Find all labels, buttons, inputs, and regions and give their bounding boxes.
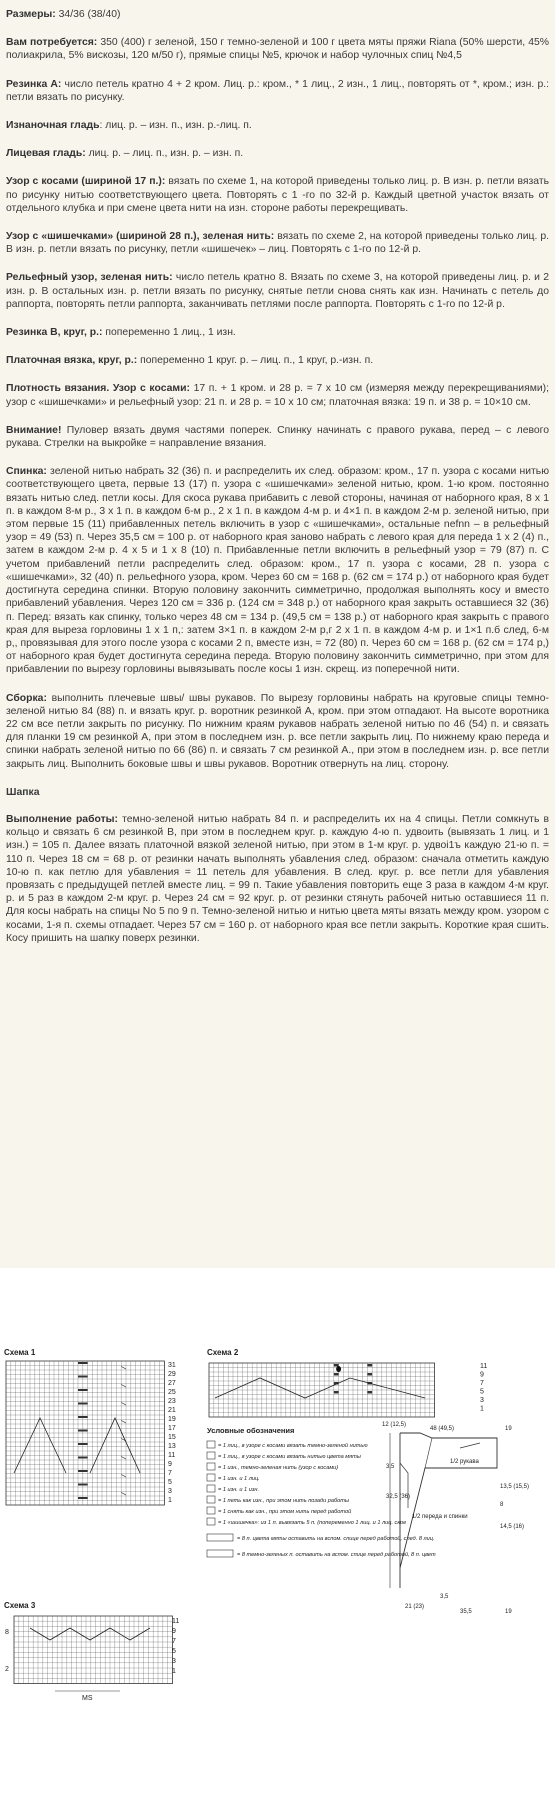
row-number: 19 (168, 1416, 176, 1423)
knitting-diagrams (0, 1268, 555, 1800)
paragraph (6, 175, 549, 215)
section-title-hat: Шапка (6, 786, 40, 798)
scheme2-title: Схема 2 (207, 1348, 239, 1357)
row-number: 3 (172, 1658, 176, 1665)
paragraph-label: Рельефный узор, зеленая нить: (6, 272, 173, 284)
pattern-label: 3,5 (440, 1594, 449, 1600)
legend-text: = 1 петь как изн., при этом нить позади работы (218, 1498, 349, 1504)
paragraph (6, 382, 549, 408)
pattern-labels (382, 1422, 529, 1615)
paragraph-label: Узор с «шишечками» (шириной 28 п.), зеленая нить: (6, 231, 275, 243)
pattern-label: 12 (12,5) (382, 1422, 407, 1428)
paragraph-label: Изнаночная гладь (6, 120, 100, 132)
row-number: 25 (168, 1389, 176, 1396)
pattern-label: 1/2 переда и спинки (412, 1514, 468, 1520)
row-number: 13 (168, 1443, 176, 1450)
row-number: 7 (172, 1638, 176, 1645)
paragraph-text: число петель кратно 4 + 2 кром. Лиц. р.: кром., * 1 лиц., 2 изн., 1 лиц., повторять от *, кром.; изн. р.: петли вязать по рисунку. (6, 78, 549, 103)
row-number: 11 (172, 1618, 180, 1625)
paragraph-text: число петель кратно 8. Вязать по схеме 3, на которой приведены лиц. р. и 2 изн. р. В остальных изн. р. петли вязать по рисунку, снятые петли снова снять как изн. Начинать с петель до раппорта, повторять петли раппорта, заканчивать петлями после раппорта. Повторять с 1-го по 12-й р. (6, 272, 549, 310)
legend-symbol (207, 1452, 215, 1459)
legend-text: = 1 лиц., в узоре с косами вязать нитью цвета мяты (218, 1454, 361, 1460)
row-number: 11 (480, 1363, 488, 1370)
paragraph-text: 17 п. + 1 кром. и 28 р. = 7 х 10 см (измеряя между перекрещиваниями); узор с «шишечками» и рельефный узор: 21 п. и 28 р. = 10 х 10 см; платочная вязка: 19 п. и 38 р. = 10×10 см. (6, 383, 550, 408)
scheme3-mark-2: 2 (5, 1666, 9, 1673)
row-number: 17 (168, 1425, 176, 1432)
legend-symbol (207, 1507, 215, 1514)
scheme3-row-numbers (172, 1618, 179, 1675)
paragraph (6, 36, 549, 62)
legend-symbol (207, 1463, 215, 1470)
legend-text: = 1 «шишечка»: из 1 п. вывязать 5 п. (попеременно 1 лиц. и 1 лиц. скре (218, 1520, 407, 1526)
legend-text: = 8 темно-зеленых п. оставить на вспом. спице перед работой, 8 п. цвет (237, 1552, 436, 1558)
scheme1-grid (6, 1361, 164, 1505)
row-number: 7 (480, 1380, 484, 1387)
pattern-label: 19 (505, 1426, 512, 1432)
row-number: 9 (172, 1628, 176, 1635)
paragraph-text: 350 (400) г зеленой, 150 г темно-зеленой и 100 г цвета мяты пряжи Riana (50% шерсти, 45% полиакрила, 5% вискозы, 120 м/50 г), прямые спицы №5, крючок и набор чулочных спиц №4,5 (6, 37, 549, 62)
pattern-label: 1/2 рукава (450, 1459, 479, 1465)
scheme2-grid (209, 1363, 435, 1417)
legend-title: Условные обозначения (207, 1426, 295, 1435)
paragraph-text: лиц. р. – лиц. п., изн. р. – изн. п. (85, 148, 244, 160)
paragraph-text: Пуловер вязать двумя частями поперек. Спинку начинать с правого рукава, перед – с левого рукава. Стрелки на выкройке = направление вязания. (6, 424, 549, 450)
sweater-pattern (390, 1433, 497, 1588)
legend-text: = 1 изн., темно-зеленая нить (узор с косами) (218, 1465, 339, 1471)
legend-symbol (207, 1441, 215, 1448)
pattern-label: 21 (23) (405, 1604, 425, 1610)
paragraph-text: попеременно 1 лиц., 1 изн. (102, 327, 236, 339)
paragraph-text: вязать по схеме 2, на которой приведены только лиц. р. В изн. р. петли вязать по рисунку, петли «шишечек» – лиц. Повторять с 1-го по 12-й р. (6, 231, 549, 256)
legend-text: = 1 снять как изн., при этом нить перед работой (218, 1509, 352, 1515)
paragraph (6, 230, 549, 256)
legend-symbol (207, 1496, 215, 1503)
paragraph (6, 8, 549, 21)
scheme3-title: Схема 3 (4, 1601, 36, 1610)
hat-instructions: Выполнение работы: темно-зеленой нитью набрать 84 п. и распределить их на 4 спицы. Петли сомкнуть в кольцо и связать 6 см резинкой В, при этом в последнем круг. р. каждую 4-ю п. удвоить (вывязать 1 лиц. и 1 изн.) = 105 п. Далее вязать платочной вязкой зеленой нитью, при этом в 1-м круг. р. удвоі1ъ каждую 21-ю п. = 110 п. Через 18 см = 68 р. от резинки начать выполнять убавления след. образом: сначала отметить каждую 10-ю п. как петлю для убавления = 11 петель для убавления. В след. круг. р. все петли для убавления провязать с предыдущей петлей вместе лиц. = 99 п. Такие убавления повторить еще 3 раза в каждом 4-м круг. р. и 5 раз в каждом 2-м круг. р. Через 24 см = 92 круг. р. от резинки стянуть рабочей нитью оставшиеся 11 п. Для косы набрать на спицы No 5 по 9 п. Темно-зеленой нитью и нитью цвета мяты вязать между кром. узором с косами, 1-я п. схемы отпадает. Через 57 см = 160 р. от наборного края все петли закрыть. Короткие края сшить. Косу пришить на шапку поверх резинки. (6, 813, 549, 944)
row-number: 1 (480, 1405, 484, 1413)
row-number: 5 (168, 1479, 172, 1486)
pattern-label: 19 (505, 1609, 512, 1615)
scheme1-row-numbers (168, 1362, 176, 1504)
paragraph (6, 354, 549, 367)
paragraph-label: Внимание! (6, 424, 62, 436)
row-number: 9 (168, 1461, 172, 1468)
paragraph-label: Резинка В, круг, р.: (6, 327, 103, 339)
paragraph-label: Лицевая гладь: (6, 148, 86, 160)
paragraph (6, 326, 549, 339)
paragraph (6, 147, 549, 160)
pattern-label: 3,5 (386, 1464, 395, 1470)
legend-symbol (207, 1518, 215, 1525)
row-number: 27 (168, 1380, 176, 1387)
paragraph-label: Спинка: (6, 466, 47, 478)
row-number: 11 (168, 1452, 176, 1459)
legend-text: = 1 изн. и 1 изн. (218, 1487, 260, 1493)
paragraph-label: Узор с косами (шириной 17 п.): (6, 176, 166, 188)
paragraph (6, 78, 549, 104)
row-number: 23 (168, 1398, 176, 1405)
row-number: 5 (172, 1648, 176, 1655)
row-number: 15 (168, 1434, 176, 1441)
legend-text: = 1 лиц., в узоре с косами вязать темно-зеленой нитью (218, 1443, 368, 1449)
row-number: 5 (480, 1388, 484, 1396)
paragraph-label: Вам потребуется: (6, 37, 98, 49)
paragraph-label: Сборка: (6, 692, 47, 704)
legend-text: = 8 п. цвета мяты оставить на вспом. спице перед работой, след. 8 лиц. (237, 1536, 435, 1542)
row-number: 3 (480, 1397, 484, 1404)
legend-symbol (207, 1485, 215, 1492)
pattern-label: 48 (49,5) (430, 1426, 455, 1432)
paragraph (6, 465, 549, 676)
paragraph-text: 34/36 (38/40) (55, 9, 121, 20)
pattern-label: 8 (500, 1502, 504, 1508)
row-number: 7 (168, 1470, 172, 1477)
pattern-label: 35,5 (460, 1609, 472, 1615)
paragraph (6, 424, 549, 450)
legend-symbol (207, 1474, 215, 1481)
pattern-label: 14,5 (16) (500, 1524, 525, 1530)
paragraph-label: Размеры: (6, 9, 56, 20)
legend-symbol (207, 1550, 233, 1557)
paragraph-text: выполнить плечевые швы/ швы рукавов. По вырезу горловины набрать на круговые спицы темно-зеленой нитью 84 (88) п. и вязать круг. р. воротник резинкой А, кром. при этом отпадают. На высоте воротника 22 см все петли закрыть по рисунку. По нижним краям рукавов набрать зеленой нитью по 46 (54) п. и связать для планки 19 см резинкой А, при этом в последнем изн. р. все петли закрыть лиц. По нижнему краю переда и спинки набрать зеленой нитью по 66 (86) п. и связать 7 см резинкой А., при этом в последнем изн. р. все петли закрыть лиц. Выполнить боковые швы и швы рукавов. Воротник отвернуть на лиц. сторону. (6, 692, 549, 770)
paragraph-label: Плотность вязания. Узор с косами: (6, 383, 190, 395)
row-number: 1 (172, 1668, 176, 1675)
rapport-label: MS (82, 1695, 93, 1702)
pattern-label: 13,5 (15,5) (500, 1484, 530, 1490)
paragraph-text: вязать по схеме 1, на которой приведены только лиц. р. В изн. р. петли вязать по рисунку нитью соответствующего цвета. Повторять с 1 -го по 32-й р. Каждый цветной участок вязать от отдельного клубка и при смене цвета нити на изн. стороне работы перекрещивать. (6, 176, 549, 214)
paragraph-label: Резинка А: (6, 78, 62, 90)
pattern-label: 32,5 (36) (386, 1494, 411, 1500)
paragraph-label: Платочная вязка, круг, р.: (6, 355, 138, 367)
paragraph (6, 119, 549, 132)
paragraph-text: : лиц. р. – изн. п., изн. р.-лиц. п. (99, 120, 252, 132)
row-number: 9 (480, 1371, 484, 1379)
scheme3-grid (14, 1616, 172, 1684)
scheme3-mark-8: 8 (5, 1629, 9, 1636)
paragraph (6, 692, 549, 771)
scheme1-title: Схема 1 (4, 1348, 36, 1357)
row-number: 29 (168, 1371, 176, 1378)
paragraph-text: зеленой нитью набрать 32 (36) п. и распределить их след. образом: кром., 17 п. узора с косами нитью соответствующего цвета, первые 13 (17) п. узора с «шишечками» зеленой нитью, кром. 1-ю кром. постоянно вязать нитью след. петли косы. Для скоса рукава прибавить с левой стороны, начиная от наборного края, 8 х 1 п. в каждом 8-м р., 3 х 1 п. в каждом 6-м р., 2 х 1 п. в каждом 4-м р. и 4×1 п. в каждом 2-м р. зеленой нитью, при этом первые 15 (11) прибавленных петель включить в узор с «шишечками», остальные nefnn – в рельефный узор = 49 (53) п. Через 35,5 см = 100 р. от наборного края заново набрать с левого края для переда 1 х 2 (4) п., затем в каждом 2-м р. 4 х 5 и 1 х 8 (10) п. Прибавленные петли включить в рельефный узор = 79 (87) п. С учетом прибавлений петли распределить след. образом: кром., 17 п. узора с косами, 28 п. узора с «шишечками», 32 (40) п. рельефного узора, кром. Через 60 см = 168 р. (62 см = 174 р.) от наборного края будет достигнута середина спинки. Вторую половину закончить симметрично, продолжая выполнять косу и вместо прибавлений убавления. Через 120 см = 336 р. (124 см = 348 р.) от наборного края закрыть оставшиеся 32 (36) п. Перед: вязать как спинку, только через 48 см = 134 р. (49,5 см = 138 р.) от наборного края закрыть с правого края для выреза горловины 1 х 1 п,: затем 3×1 п. в каждом 2-м р,г 2 х 1 п. в каждом 4-м р. и 1×1 п.б след, 6-м р,, провязывая для этого после узора с косами 2 п, вместе изн, = 72 (80) п. Через 60 см = 168 р. (62 см = 174 р,) от наборного края будет достигнута середина переда. Вторую половину закончить симметрично, при этом для прибавлении по вырезу горловины вывязывать после косы 1 изн. скрещ. из поперечной нити. (6, 466, 549, 676)
paragraph-text: попеременно 1 круг. р. – лиц. п., 1 круг, р.-изн. п. (137, 355, 374, 367)
legend-text: = 1 изн. и 1 лиц. (218, 1476, 260, 1482)
legend-symbol (207, 1534, 233, 1541)
row-number: 21 (168, 1407, 176, 1414)
paragraph (6, 271, 549, 311)
row-number: 31 (168, 1362, 176, 1369)
row-number: 1 (168, 1497, 172, 1504)
diagrams-svg (0, 1268, 555, 1800)
row-number: 3 (168, 1488, 172, 1495)
scheme2-row-numbers (480, 1363, 487, 1413)
